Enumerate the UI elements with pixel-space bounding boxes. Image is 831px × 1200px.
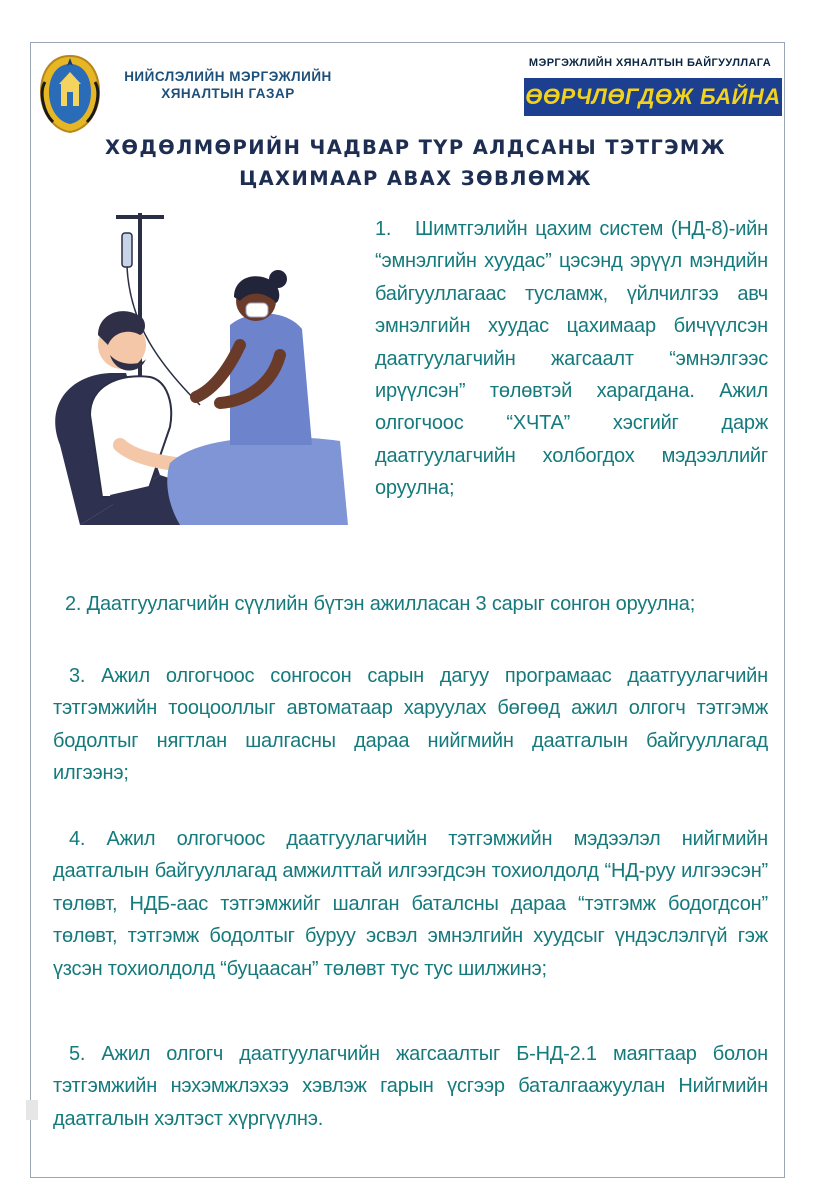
instruction-item-2: 2. Даатгуулагчийн сүүлийн бүтэн ажилласан 3 сарыг сонгон оруулна;: [65, 593, 696, 615]
instruction-item-5: 5. Ажил олгогч даатгуулагчийн жагсаалтыг Б-НД-2.1 маягтаар болон тэтгэмжийн нэхэмжлэхээ хэвлэж гарын үсгээр баталгаажуулан Нийгмийн даатгалын хэлтэст хүргүүлнэ.: [53, 1043, 768, 1130]
organization-name: [113, 68, 343, 102]
instruction-item-4: 4. Ажил олгогчоос даатгуулагчийн тэтгэмжийн мэдээлэл нийгмийн даатгалын байгууллагад амжилттай илгээгдсэн тохиолдолд “НД-руу илгээсэн” төлөвт, НДБ-аас тэтгэмжийг шалган баталсны дараа “тэтгэмж бодогдсон” төлөвт, тэтгэмж бодолтыг буруу эсвэл эмнэлгийн хуудсыг үндэслэлгүй гэж үзсэн тохиолдолд “буцаасан” төлөвт тус тус шилжинэ;: [53, 828, 768, 980]
tagline-banner-text: ӨӨРЧЛӨГДӨЖ БАЙНА: [525, 84, 781, 109]
org-name-line2: ХЯНАЛТЫН ГАЗАР: [161, 86, 295, 101]
instruction-item-1: [375, 213, 768, 505]
instruction-item-3: 3. Ажил олгогчоос сонгосон сарын дагуу програмаас даатгуулагчийн тэтгэмжийн тооцооллыг автоматаар харуулах бөгөөд ажил олгогч тэтгэмж бодолтыг нягтлан шалгасны дараа нийгмийн даатгалын байгууллагад илгээнэ;: [53, 665, 768, 785]
item-1-text: Шимтгэлийн цахим систем (НД-8)-ийн “эмнэлгийн хуудас” цэсэнд эрүүл мэндийн байгууллагаас тусламж, үйлчилгээ авч эмнэлгийн хуудас цахимаар бичүүлсэн даатгуулагчийн жагсаалт “эмнэлгээс ирүүлсэн” төлөвтэй харагдана. Ажил олгогчоос “ХЧТА” хэсгийг дарж даатгуулагчийн холбогдох мэдээллийг оруулна;: [375, 218, 768, 500]
item-1-number: 1.: [375, 218, 392, 240]
title-line1: ХӨДӨЛМӨРИЙН ЧАДВАР ТҮР АЛДСАНЫ ТЭТГЭМЖ: [104, 136, 727, 159]
page-title: [30, 132, 801, 194]
page-edge-mark: [26, 1100, 38, 1120]
tagline-banner: [524, 78, 782, 116]
tagline-caption: МЭРГЭЖЛИЙН ХЯНАЛТЫН БАЙГУУЛЛАГА: [528, 57, 772, 69]
city-emblem-icon: [37, 52, 103, 136]
title-line2: ЦАХИМААР АВАХ ЗӨВЛӨМЖ: [239, 167, 592, 190]
patient-nurse-iv-illustration: [50, 205, 360, 535]
org-name-line1: НИЙСЛЭЛИЙН МЭРГЭЖЛИЙН: [124, 69, 332, 84]
